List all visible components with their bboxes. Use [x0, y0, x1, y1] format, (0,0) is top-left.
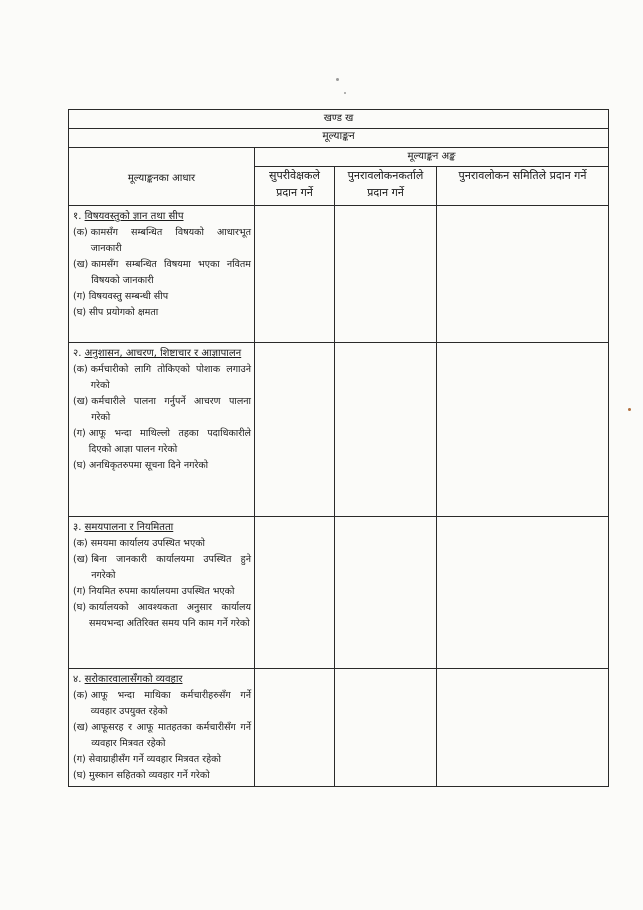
criterion-title: विषयवस्तुको ज्ञान तथा सीप — [84, 211, 184, 222]
criterion-item — [73, 225, 251, 257]
item-text: कर्मचारीले पालना गर्नुपर्ने आचरण पालना गरेको — [91, 396, 251, 423]
reviewer-score-cell[interactable] — [335, 517, 437, 669]
criterion-item — [73, 289, 251, 305]
item-text: कर्मचारीको लागि तोकिएको पोशाक लगाउने गरेको — [90, 364, 251, 391]
criterion-number: ४. — [73, 674, 82, 685]
supervisor-score-cell[interactable] — [255, 517, 335, 669]
item-text: समयमा कार्यालय उपस्थित भएको — [90, 538, 205, 549]
committee-score-cell[interactable] — [437, 206, 609, 343]
item-text: आफू भन्दा माथिल्लो तहका पदाधिकारीले दिएको आज्ञा पालन गरेको — [88, 428, 251, 455]
committee-column-header: पुनरावलोकन समितिले प्रदान गर्ने — [437, 167, 609, 206]
item-label: (ग) — [73, 754, 86, 765]
item-text: सीप प्रयोगको क्षमता — [89, 307, 159, 318]
item-text: अनधिकृतरुपमा सूचना दिने नगरेको — [89, 460, 209, 471]
item-text: मुस्कान सहितको व्यवहार गर्ने गरेको — [89, 770, 210, 781]
scan-speck — [628, 408, 631, 411]
supervisor-score-cell[interactable] — [255, 669, 335, 787]
item-label: (क) — [73, 364, 88, 375]
criterion-row — [69, 669, 609, 787]
item-label: (घ) — [73, 770, 87, 781]
reviewer-header-line-1: पुनरावलोकनकर्ताले — [347, 169, 424, 182]
section-title: खण्ड ख — [69, 110, 609, 129]
criterion-item — [73, 768, 251, 784]
reviewer-score-cell[interactable] — [335, 206, 437, 343]
item-label: (घ) — [73, 307, 87, 318]
item-text: आफूसरह र आफू मातहतका कर्मचारीसँग गर्ने व्यवहार मित्रवत रहेको — [91, 722, 251, 749]
criterion-item — [73, 552, 251, 584]
criterion-cell — [69, 206, 255, 343]
evaluation-title: मूल्याङ्कन — [69, 129, 609, 148]
committee-score-cell[interactable] — [437, 517, 609, 669]
criterion-cell — [69, 343, 255, 517]
item-label: (ग) — [73, 291, 86, 302]
criterion-row — [69, 343, 609, 517]
criterion-item — [73, 305, 251, 321]
reviewer-header-line-2: प्रदान गर्ने — [367, 186, 404, 199]
item-label: (क) — [73, 227, 88, 238]
item-text: कार्यालयको आवश्यकता अनुसार कार्यालय समयभन्दा अतिरिक्त समय पनि काम गर्ने गरेको — [89, 602, 251, 629]
marks-group-header: मूल्याङ्कन अङ्क — [255, 148, 609, 167]
criterion-item — [73, 600, 251, 632]
item-text: विषयवस्तु सम्बन्धी सीप — [88, 291, 169, 302]
criterion-title: अनुशासन, आचरण, शिष्टाचार र आज्ञापालन — [84, 348, 242, 359]
supervisor-header-line-2: प्रदान गर्ने — [276, 186, 313, 199]
criterion-item — [73, 426, 251, 458]
criterion-number: ३. — [73, 522, 82, 533]
criterion-item — [73, 394, 251, 426]
evaluation-table — [68, 109, 609, 787]
supervisor-header-line-1: सुपरीवेक्षकले — [269, 169, 320, 182]
basis-column-header: मूल्याङ्कनका आधार — [69, 148, 255, 206]
committee-score-cell[interactable] — [437, 343, 609, 517]
item-text: नियमित रुपमा कार्यालयमा उपस्थित भएको — [88, 586, 235, 597]
item-label: (ख) — [73, 722, 89, 733]
criterion-title: सरोकारवालासँगको व्यवहार — [84, 674, 183, 685]
supervisor-score-cell[interactable] — [255, 343, 335, 517]
item-label: (ख) — [73, 259, 89, 270]
item-text: कामसँग सम्बन्धित विषयमा भएका नवितम विषयको जानकारी — [91, 259, 251, 286]
criterion-item — [73, 536, 251, 552]
supervisor-column-header — [255, 167, 335, 206]
reviewer-score-cell[interactable] — [335, 343, 437, 517]
item-label: (क) — [73, 690, 88, 701]
criterion-item — [73, 362, 251, 394]
criterion-row — [69, 517, 609, 669]
scan-speck — [344, 92, 346, 94]
item-text: सेवाग्राहीसँग गर्ने व्यवहार मित्रवत रहेको — [88, 754, 221, 765]
criterion-cell — [69, 517, 255, 669]
item-text: आफू भन्दा माथिका कर्मचारीहरुसँग गर्ने व्यवहार उपयुक्त रहेको — [90, 690, 251, 717]
item-label: (ग) — [73, 428, 86, 439]
item-label: (ख) — [73, 396, 89, 407]
committee-score-cell[interactable] — [437, 669, 609, 787]
criterion-title: समयपालना र नियमितता — [84, 522, 174, 533]
item-label: (क) — [73, 538, 88, 549]
criterion-cell — [69, 669, 255, 787]
supervisor-score-cell[interactable] — [255, 206, 335, 343]
scan-speck — [336, 78, 339, 81]
criterion-row — [69, 206, 609, 343]
criterion-item — [73, 688, 251, 720]
reviewer-score-cell[interactable] — [335, 669, 437, 787]
item-label: (घ) — [73, 602, 87, 613]
criterion-item — [73, 752, 251, 768]
criterion-number: १. — [73, 211, 82, 222]
reviewer-column-header — [335, 167, 437, 206]
item-label: (घ) — [73, 460, 87, 471]
criterion-item — [73, 720, 251, 752]
criterion-item — [73, 257, 251, 289]
criterion-number: २. — [73, 348, 82, 359]
item-label: (ख) — [73, 554, 89, 565]
item-text: बिना जानकारी कार्यालयमा उपस्थित हुने नगरेको — [91, 554, 251, 581]
item-text: कामसँग सम्बन्धित विषयको आधारभूत जानकारी — [90, 227, 251, 254]
item-label: (ग) — [73, 586, 86, 597]
criterion-item — [73, 458, 251, 474]
criterion-item — [73, 584, 251, 600]
